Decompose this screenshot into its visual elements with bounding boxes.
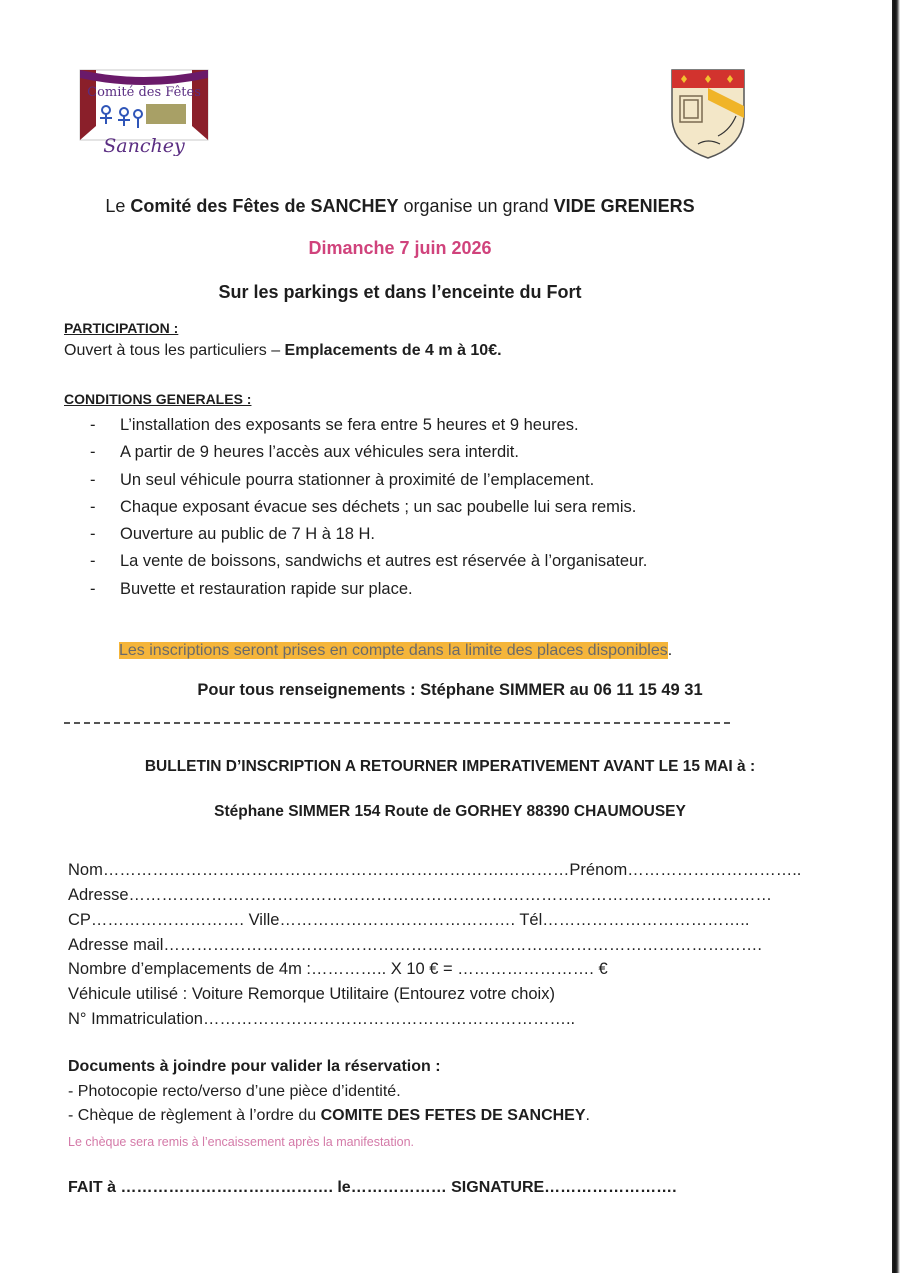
event-date: Dimanche 7 juin 2026 (308, 238, 492, 258)
conditions-heading: CONDITIONS GENERALES : (64, 391, 252, 407)
comite-logo (76, 66, 212, 156)
vehicle-choice[interactable]: Véhicule utilisé : Voiture Remorque Utilitaire (Entourez votre choix) (68, 985, 555, 1003)
document-cheque: - Chèque de règlement à l’ordre du COMITE DES FETES DE SANCHEY. (68, 1107, 590, 1124)
list-item: - Un seul véhicule pourra stationner à proximité de l’emplacement. (90, 470, 595, 489)
event-name: VIDE GRENIERS (553, 196, 695, 216)
list-item: - L’installation des exposants se fera entre 5 heures et 9 heures. (90, 416, 579, 434)
highlighted-notice: Les inscriptions seront prises en compte dans la limite des places disponibles (119, 642, 668, 659)
conditions-list (90, 412, 647, 603)
return-address: Stéphane SIMMER 154 Route de GORHEY 88390 CHAUMOUSEY (214, 803, 686, 820)
signature-line[interactable]: FAIT à …………………………………. le……………… SIGNATURE……………………. (68, 1179, 677, 1196)
contact-line: Pour tous renseignements : Stéphane SIMMER au 06 11 15 49 31 (197, 681, 703, 699)
postal-city-phone-field[interactable]: CP………………………. Ville……………………………………. Tél……………………………….. (68, 911, 750, 929)
list-item: - Buvette et restauration rapide sur place. (90, 579, 413, 598)
documents-heading: Documents à joindre pour valider la réservation : (68, 1058, 441, 1075)
name-field[interactable]: Nom……………………………………………………………….…………Prénom………………………….. (68, 861, 802, 879)
event-location: Sur les parkings et dans l’enceinte du Fort (218, 282, 582, 302)
cut-line (64, 722, 730, 724)
coat-of-arms (668, 66, 748, 162)
list-item: - Chaque exposant évacue ses déchets ; un sac poubelle lui sera remis. (90, 497, 637, 516)
organizer-name: Comité des Fêtes de SANCHEY (130, 196, 399, 216)
spots-count-field[interactable]: Nombre d’emplacements de 4m :………….. X 10 € = ……………………. € (68, 960, 608, 978)
availability-notice: Les inscriptions seront prises en compte dans la limite des places disponibles. (119, 642, 673, 659)
logo-title: Comité des Fêtes (87, 85, 201, 100)
list-item: - A partir de 9 heures l’accès aux véhicules sera interdit. (90, 443, 519, 462)
registration-field[interactable]: N° Immatriculation………………………………………………………….. (68, 1010, 576, 1028)
address-field[interactable]: Adresse……………………………………………………………………………………………………… (68, 886, 773, 904)
logo-subtitle: Sanchey (103, 135, 185, 156)
participation-heading: PARTICIPATION : (64, 320, 179, 336)
participation-text: Ouvert à tous les particuliers – Emplacements de 4 m à 10€. (64, 342, 502, 359)
list-item: - La vente de boissons, sandwichs et autres est réservée à l’organisateur. (90, 552, 648, 571)
bulletin-title: BULLETIN D’INSCRIPTION A RETOURNER IMPERATIVEMENT AVANT LE 15 MAI à : (144, 758, 756, 775)
email-field[interactable]: Adresse mail………………………………………………………………………………………………. (68, 936, 762, 954)
cheque-note: Le chèque sera remis à l’encaissement après la manifestation. (68, 1135, 415, 1149)
document-id: - Photocopie recto/verso d’une pièce d’identité. (68, 1083, 401, 1100)
intro-line: Le Comité des Fêtes de SANCHEY organise un grand VIDE GRENIERS (105, 196, 695, 216)
pricing: Emplacements de 4 m à 10€. (284, 342, 502, 359)
list-item: - Ouverture au public de 7 H à 18 H. (90, 525, 375, 544)
scan-edge (886, 0, 900, 1273)
